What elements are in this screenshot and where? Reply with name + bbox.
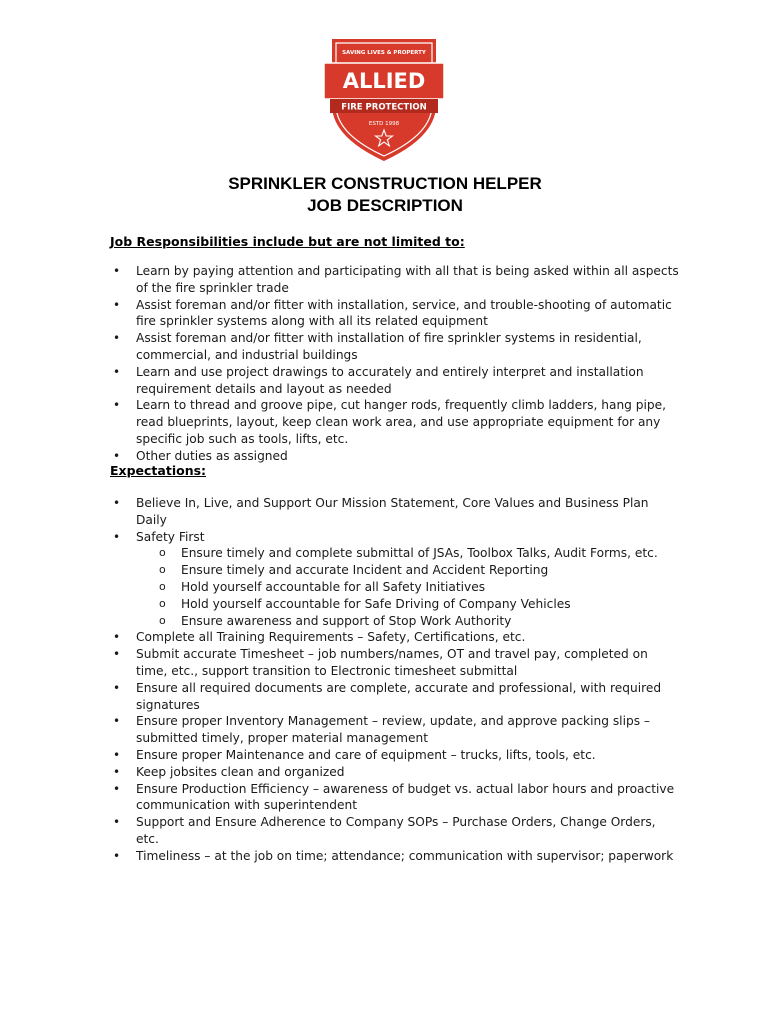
list-item: • Assist foreman and/or fitter with installation, service, and trouble-shooting of automatic fire sprinkler systems along with all its related equipment [110,297,680,331]
document-title-line1: SPRINKLER CONSTRUCTION HELPER [228,174,542,193]
list-item: • Other duties as assigned [110,448,680,465]
sub-list-item: o Ensure timely and accurate Incident and Accident Reporting [136,562,680,579]
safety-sub-list [136,545,680,629]
list-item: • Assist foreman and/or fitter with installation of fire sprinkler systems in residential, commercial, and industrial buildings [110,330,680,364]
safety-label: Safety First [136,529,205,544]
list-item: • Ensure proper Maintenance and care of equipment – trucks, lifts, tools, etc. [110,747,680,764]
responsibilities-list [110,263,680,465]
sub-list-item: o Ensure timely and complete submittal of JSAs, Toolbox Talks, Audit Forms, etc. [136,545,680,562]
list-item: • Learn to thread and groove pipe, cut hanger rods, frequently climb ladders, hang pipe, read blueprints, layout, keep clean work area, and use appropriate equipment for any specific job such as tools, lifts, etc. [110,397,680,447]
list-item: • Ensure all required documents are complete, accurate and professional, with required signatures [110,680,680,714]
list-item: • Believe In, Live, and Support Our Mission Statement, Core Values and Business Plan Daily [110,495,680,529]
list-item: • Learn and use project drawings to accurately and entirely interpret and installation requirement details and layout as needed [110,364,680,398]
logo-top-text: SAVING LIVES & PROPERTY [342,50,426,56]
list-item: • Keep jobsites clean and organized [110,764,680,781]
document-title-line2: JOB DESCRIPTION [307,196,463,215]
list-item: • Ensure Production Efficiency – awareness of budget vs. actual labor hours and proactive communication with superintendent [110,781,680,815]
list-item: • Learn by paying attention and participating with all that is being asked within all aspects of the fire sprinkler trade [110,263,680,297]
expectations-heading: Expectations: [110,463,207,478]
list-item: • Timeliness – at the job on time; attendance; communication with supervisor; paperwork [110,848,680,865]
list-item: • Complete all Training Requirements – Safety, Certifications, etc. [110,629,680,646]
logo-est-text: ESTD 1998 [368,121,400,127]
sub-list-item: o Hold yourself accountable for all Safety Initiatives [136,579,680,596]
responsibilities-heading: Job Responsibilities include but are not limited to: [110,234,465,249]
logo-brand-text: ALLIED [342,69,426,93]
sub-list-item: o Ensure awareness and support of Stop Work Authority [136,613,680,630]
list-item: • Support and Ensure Adherence to Company SOPs – Purchase Orders, Change Orders, etc. [110,814,680,848]
logo-sub-text: FIRE PROTECTION [341,102,427,113]
sub-list-item: o Hold yourself accountable for Safe Driving of Company Vehicles [136,596,680,613]
expectations-list [110,495,680,865]
list-item: • Submit accurate Timesheet – job numbers/names, OT and travel pay, completed on time, etc., support transition to Electronic timesheet submittal [110,646,680,680]
allied-fire-protection-logo [324,33,444,165]
list-item-safety [110,529,680,630]
list-item: • Ensure proper Inventory Management – review, update, and approve packing slips – submitted timely, proper material management [110,713,680,747]
